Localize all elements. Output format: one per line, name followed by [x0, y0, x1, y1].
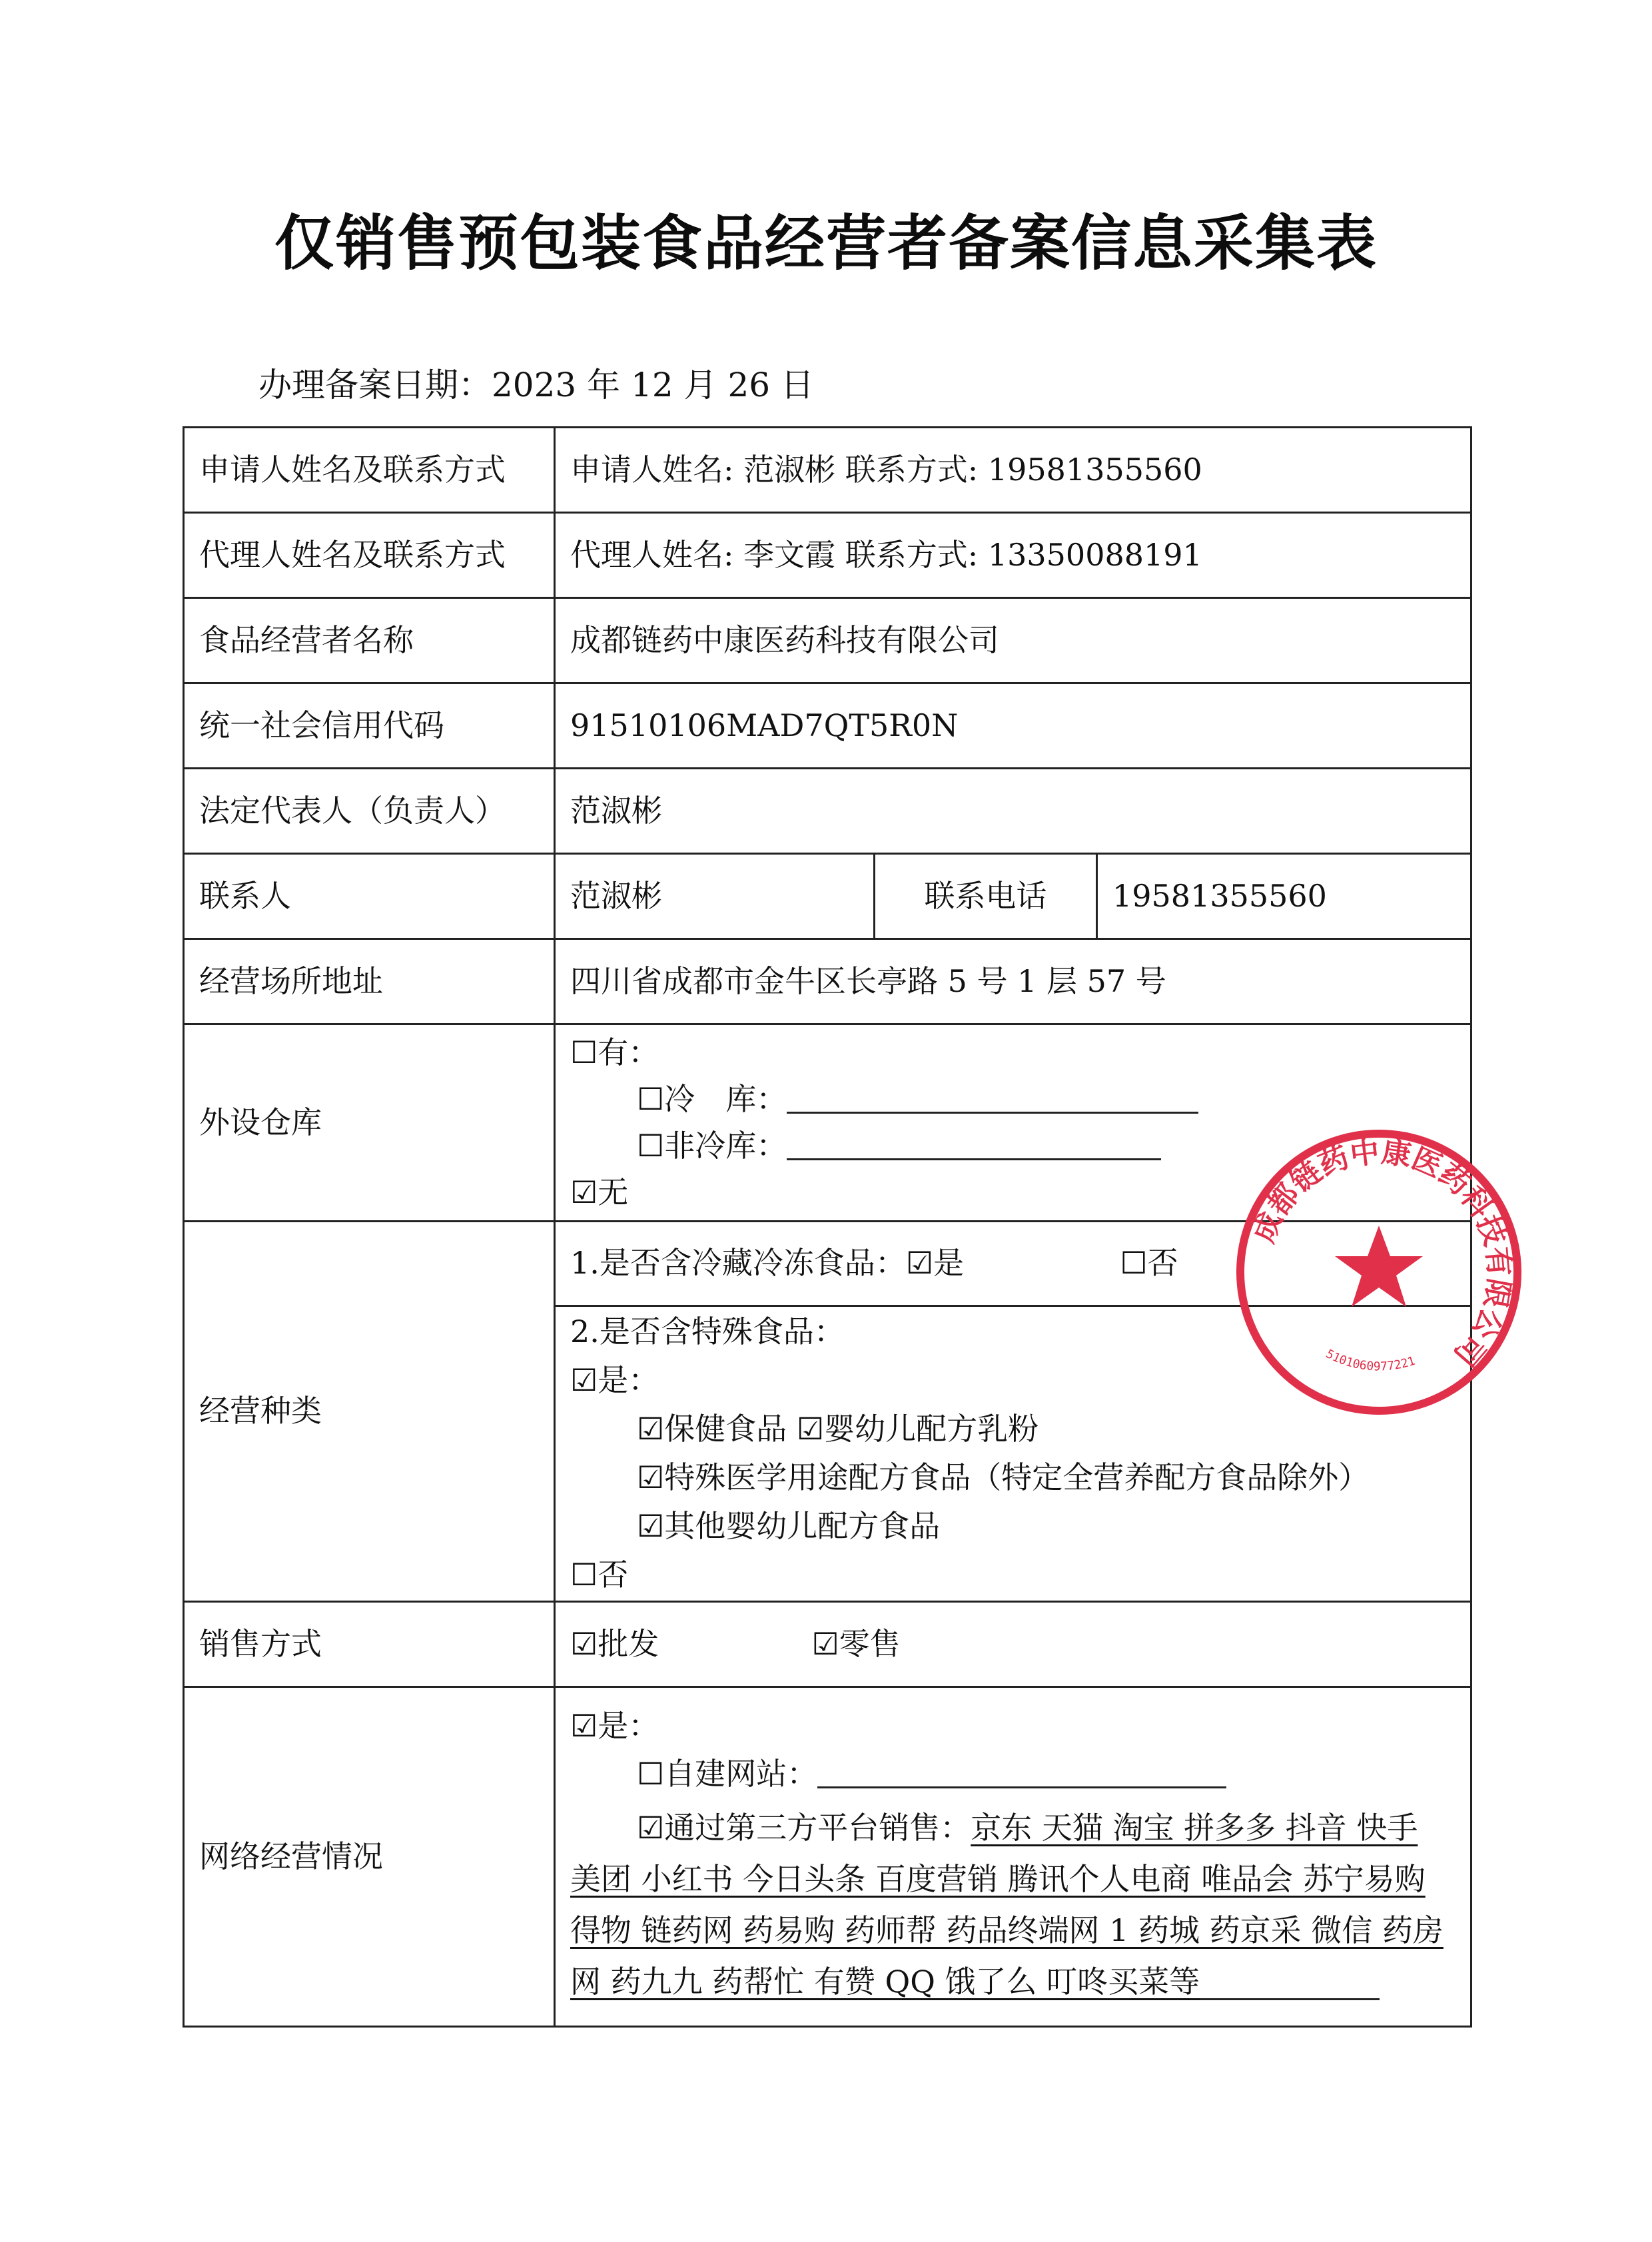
row-credit-code: [184, 683, 1471, 769]
value-warehouse: [555, 1024, 1471, 1222]
warehouse-noncold-blank: [787, 1132, 1161, 1160]
online-self-site-blank: [817, 1760, 1226, 1788]
row-legal-rep: [184, 769, 1471, 854]
label-address: 经营场所地址: [184, 939, 555, 1024]
label-applicant: 申请人姓名及联系方式: [184, 428, 555, 513]
seal-code: 5101060977221: [1323, 1347, 1418, 1374]
category-item-3: ☑其他婴幼儿配方食品: [637, 1508, 941, 1545]
value-agent: 代理人姓名: 李文霞 联系方式: 13350088191: [555, 513, 1471, 598]
category-no: ☐否: [570, 1557, 629, 1593]
category-q1-cell: [555, 1222, 1471, 1306]
online-third-party-prefix: ☑通过第三方平台销售：: [637, 1809, 971, 1846]
category-yes: ☑是：: [570, 1362, 659, 1399]
filing-date: 办理备案日期：2023 年 12 月 26 日: [258, 366, 814, 404]
value-credit-code: 91510106MAD7QT5R0N: [555, 683, 1471, 769]
online-platform-tail-blank: [1200, 1998, 1380, 2000]
value-contact: 范淑彬: [555, 854, 875, 939]
warehouse-noncold-line: [570, 1123, 1455, 1170]
row-category-q1: [184, 1222, 1471, 1306]
warehouse-cold-line: [570, 1076, 1455, 1123]
sales-wholesale: ☑批发: [570, 1625, 659, 1662]
label-legal-rep: 法定代表人（负责人）: [184, 769, 555, 854]
row-online: [184, 1687, 1471, 2027]
row-sales: [184, 1602, 1471, 1687]
label-online: 网络经营情况: [184, 1687, 555, 2027]
value-operator: 成都链药中康医药科技有限公司: [555, 598, 1471, 683]
sales-retail: ☑零售: [811, 1625, 901, 1662]
value-contact-phone: 19581355560: [1097, 854, 1471, 939]
category-item-1: ☑保健食品 ☑婴幼儿配方乳粉: [637, 1411, 1039, 1447]
warehouse-cold-label: ☐冷 库：: [637, 1080, 787, 1117]
value-address: 四川省成都市金牛区长亭路 5 号 1 层 57 号: [555, 939, 1471, 1024]
warehouse-none: ☑无: [570, 1174, 629, 1210]
category-q2-cell: [555, 1306, 1471, 1602]
online-third-party: [570, 1798, 1455, 2012]
label-category: 经营种类: [184, 1222, 555, 1602]
row-operator: [184, 598, 1471, 683]
row-address: [184, 939, 1471, 1024]
online-self-site-line: [570, 1750, 1455, 1798]
online-self-site-label: ☐自建网站：: [637, 1755, 818, 1792]
warehouse-cold-blank: [787, 1085, 1198, 1114]
row-warehouse: [184, 1024, 1471, 1222]
label-agent: 代理人姓名及联系方式: [184, 513, 555, 598]
category-q1: 1.是否含冷藏冷冻食品：☑是: [570, 1245, 965, 1282]
seal-company-name: 成都链药中康医药科技有限公司: [1246, 1134, 1517, 1373]
row-contact: [184, 854, 1471, 939]
label-credit-code: 统一社会信用代码: [184, 683, 555, 769]
category-q2: 2.是否含特殊食品：: [570, 1313, 845, 1350]
value-applicant: 申请人姓名: 范淑彬 联系方式: 19581355560: [555, 428, 1471, 513]
warehouse-has: ☐有：: [570, 1034, 659, 1070]
label-operator: 食品经营者名称: [184, 598, 555, 683]
info-form-table: [183, 426, 1472, 2028]
label-warehouse: 外设仓库: [184, 1024, 555, 1222]
label-sales: 销售方式: [184, 1602, 555, 1687]
value-sales: [555, 1602, 1471, 1687]
label-contact-phone: 联系电话: [875, 854, 1097, 939]
category-q1-no: ☐否: [1120, 1245, 1178, 1282]
online-yes: ☑是：: [570, 1707, 659, 1744]
row-agent: [184, 513, 1471, 598]
category-item-2: ☑特殊医学用途配方食品（特定全营养配方食品除外）: [637, 1459, 1370, 1496]
value-legal-rep: 范淑彬: [555, 769, 1471, 854]
online-platform-list: 京东 天猫 淘宝 拼多多 抖音 快手 美团 小红书 今日头条 百度营销 腾讯个人电商 唯品会 苏宁易购 得物 链药网 药易购 药师帮 药品终端网 1 药城 药京采 微信 药房网 药九九 药帮忙 有赞 QQ 饿了么 叮咚买菜等: [570, 1809, 1444, 2000]
row-applicant: [184, 428, 1471, 513]
document-title: 仅销售预包装食品经营者备案信息采集表: [274, 208, 1378, 278]
value-online: [555, 1687, 1471, 2027]
warehouse-noncold-label: ☐非冷库：: [637, 1127, 787, 1164]
label-contact: 联系人: [184, 854, 555, 939]
